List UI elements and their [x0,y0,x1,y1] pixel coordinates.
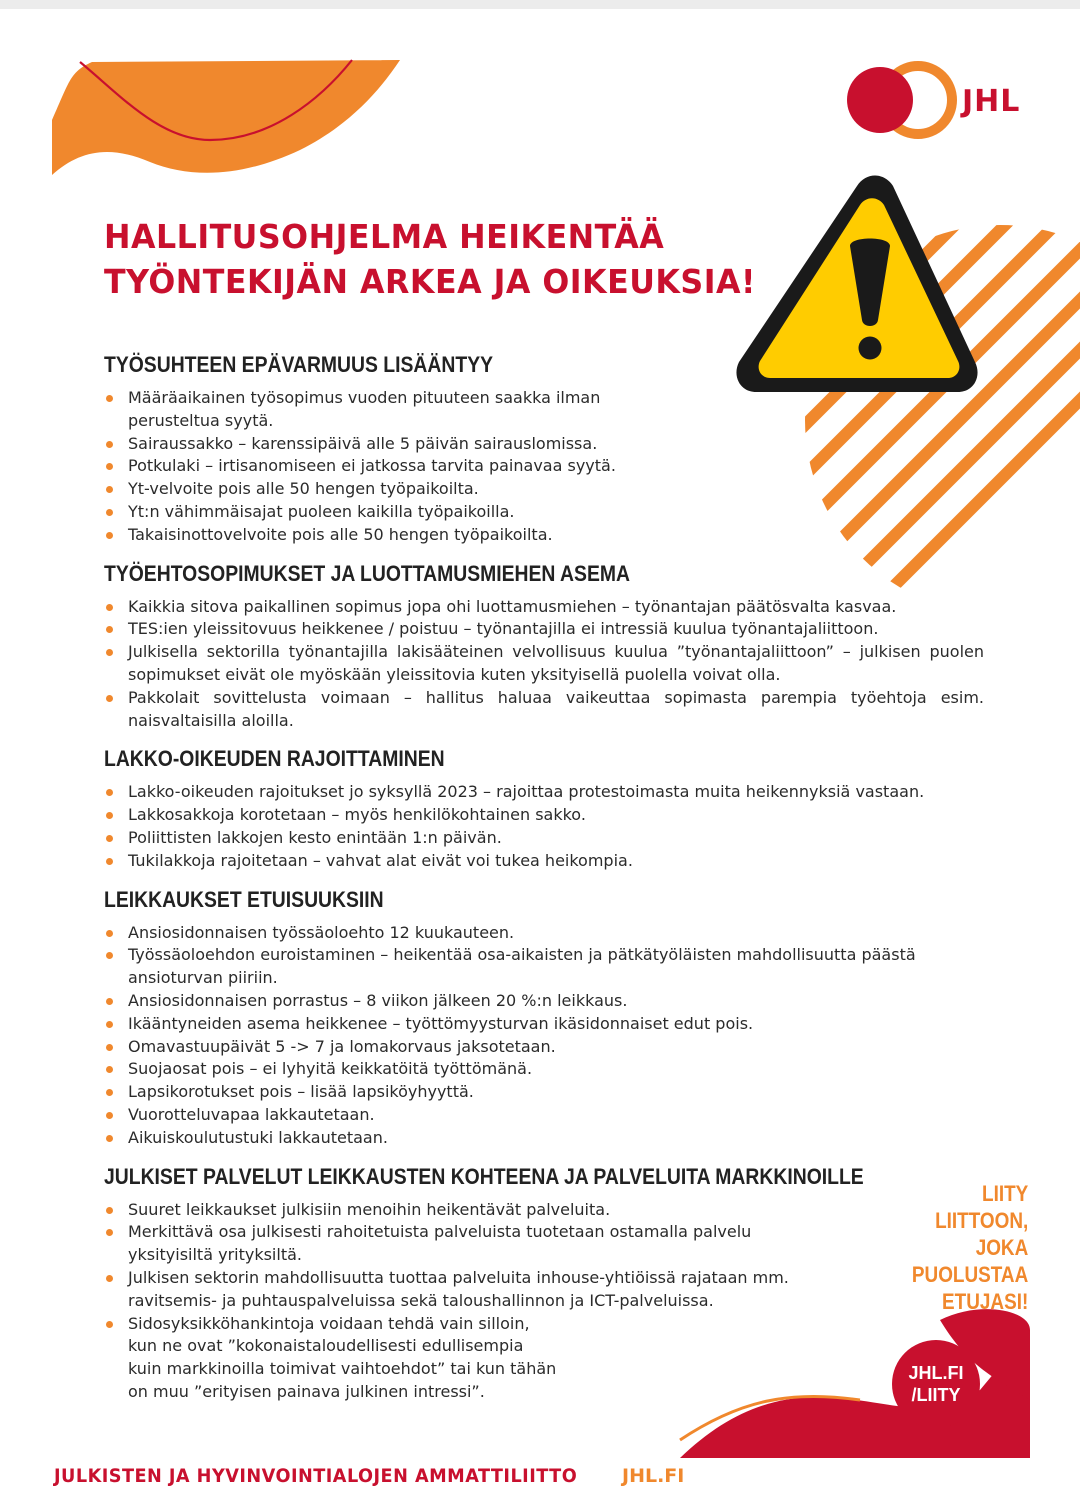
list-item: Julkisella sektorilla työnantajilla lakisääteinen velvollisuus kuulua ”työnantajaliittoon” – julkisen puolen sopimukset eivät ole myöskään yleissitovia kuten yksityisellä puolella voivat olla. [104,641,984,687]
list-item: Suuret leikkaukset julkisiin menoihin heikentävät palveluita. [104,1199,828,1222]
section-heading: LEIKKAUKSET ETUISUUKSIIN [104,886,384,912]
join-line: LIITY [981,1181,1028,1206]
badge-line-1: JHL.FI [908,1363,964,1383]
join-callout [912,1180,1028,1315]
content [104,350,984,1416]
bullet-list [104,387,984,547]
section-heading: JULKISET PALVELUT LEIKKAUSTEN KOHTEENA JA PALVELUITA MARKKINOILLE [104,1163,864,1189]
list-item: Vuorotteluvapaa lakkautetaan. [104,1104,984,1127]
join-line: JOKA [975,1235,1028,1260]
list-item: Ikääntyneiden asema heikkenee – työttömyysturvan ikäsidonnaiset edut pois. [104,1013,984,1036]
list-item: Merkittävä osa julkisesti rahoitetuista palveluista tuotetaan ostamalla palvelu yksityisiltä yrityksiltä. [104,1221,804,1267]
orange-wave-shape [52,60,400,175]
footer-union-name: JULKISTEN JA HYVINVOINTIALOJEN AMMATTILIITTO [54,1465,578,1487]
list-item: Omavastuupäivät 5 -> 7 ja lomakorvaus jaksotetaan. [104,1036,984,1059]
page-title [104,214,756,304]
list-item: Lapsikorotukset pois – lisää lapsiköyhyyttä. [104,1081,984,1104]
list-item: Pakkolait sovittelusta voimaan – hallitus haluaa vaikeuttaa sopimasta parempia työehtoja esim. naisvaltaisilla aloilla. [104,687,984,733]
section-public-services [104,1162,984,1404]
list-item: Poliittisten lakkojen kesto enintään 1:n päivän. [104,827,984,850]
section-agreements [104,559,984,733]
list-item: Työssäoloehdon euroistaminen – heikentää osa-aikaisten ja pätkätyöläisten mahdollisuutta päästä ansioturvan piiriin. [104,944,984,990]
section-employment [104,350,984,547]
join-line: LIITTOON, [934,1208,1028,1233]
bullet-list [104,596,984,733]
footer-url-link[interactable]: JHL.FI [622,1465,685,1487]
bullet-list [104,922,984,1150]
list-item: Lakkosakkoja korotetaan – myös henkilökohtainen sakko. [104,804,984,827]
section-benefit-cuts [104,885,984,1150]
list-item: Yt:n vähimmäisajat puoleen kaikilla työpaikoilla. [104,501,604,524]
jhl-logo-icon [847,66,952,134]
bullet-list [104,1199,984,1404]
list-item: Kaikkia sitova paikallinen sopimus jopa ohi luottamusmiehen – työnantajan päätösvalta kasvaa. [104,596,984,619]
title-line-2: TYÖNTEKIJÄN ARKEA JA OIKEUKSIA! [104,262,756,301]
badge-line-2: /LIITY [911,1385,961,1405]
list-item: Suojaosat pois – ei lyhyitä keikkatöitä työttömänä. [104,1058,984,1081]
list-item: Sidosyksikköhankintoja voidaan tehdä vain silloin, kun ne ovat ”kokonaistaloudellisesti edullisempia kuin markkinoilla toimivat vaihtoehdot” tai kun tähän on muu ”erityisen painava julkinen intressi”. [104,1313,560,1404]
section-heading: TYÖEHTOSOPIMUKSET JA LUOTTAMUSMIEHEN ASEMA [104,560,630,586]
join-link-badge[interactable] [892,1340,980,1428]
list-item: Sairaussakko – karenssipäivä alle 5 päivän sairauslomissa. [104,433,668,456]
list-item: Takaisinottovelvoite pois alle 50 hengen työpaikoilta. [104,524,604,547]
list-item: Yt-velvoite pois alle 50 hengen työpaikoilta. [104,478,604,501]
jhl-logo-text: JHL [962,84,1021,119]
list-item: TES:ien yleissitovuus heikkenee / poistuu – työnantajilla ei intressiä kuulua työnantajaliittoon. [104,618,984,641]
title-line-1: HALLITUSOHJELMA HEIKENTÄÄ [104,217,665,256]
section-strike-rights [104,744,984,872]
section-heading: TYÖSUHTEEN EPÄVARMUUS LISÄÄNTYY [104,352,494,377]
list-item: Tukilakkoja rajoitetaan – vahvat alat eivät voi tukea heikompia. [104,850,984,873]
list-item: Potkulaki – irtisanomiseen ei jatkossa tarvita painavaa syytä. [104,455,688,478]
join-line: PUOLUSTAA [911,1262,1028,1287]
join-line: ETUJASI! [941,1289,1028,1314]
section-heading: LAKKO-OIKEUDEN RAJOITTAMINEN [104,746,445,772]
list-item: Lakko-oikeuden rajoitukset jo syksyllä 2023 – rajoittaa protestoimasta muita heikennyksiä vastaan. [104,781,984,804]
list-item: Ansiosidonnaisen työssäoloehto 12 kuukauteen. [104,922,984,945]
list-item: Ansiosidonnaisen porrastus – 8 viikon jälkeen 20 %:n leikkaus. [104,990,984,1013]
list-item: Julkisen sektorin mahdollisuutta tuottaa palveluita inhouse-yhtiöissä rajataan mm. ravitsemis- ja puhtauspalveluissa sekä taloushallinnon ja ICT-palveluissa. [104,1267,804,1313]
list-item: Aikuiskoulutustuki lakkautetaan. [104,1127,984,1150]
bullet-list [104,781,984,872]
list-item: Määräaikainen työsopimus vuoden pituuteen saakka ilman perusteltua syytä. [104,387,604,433]
